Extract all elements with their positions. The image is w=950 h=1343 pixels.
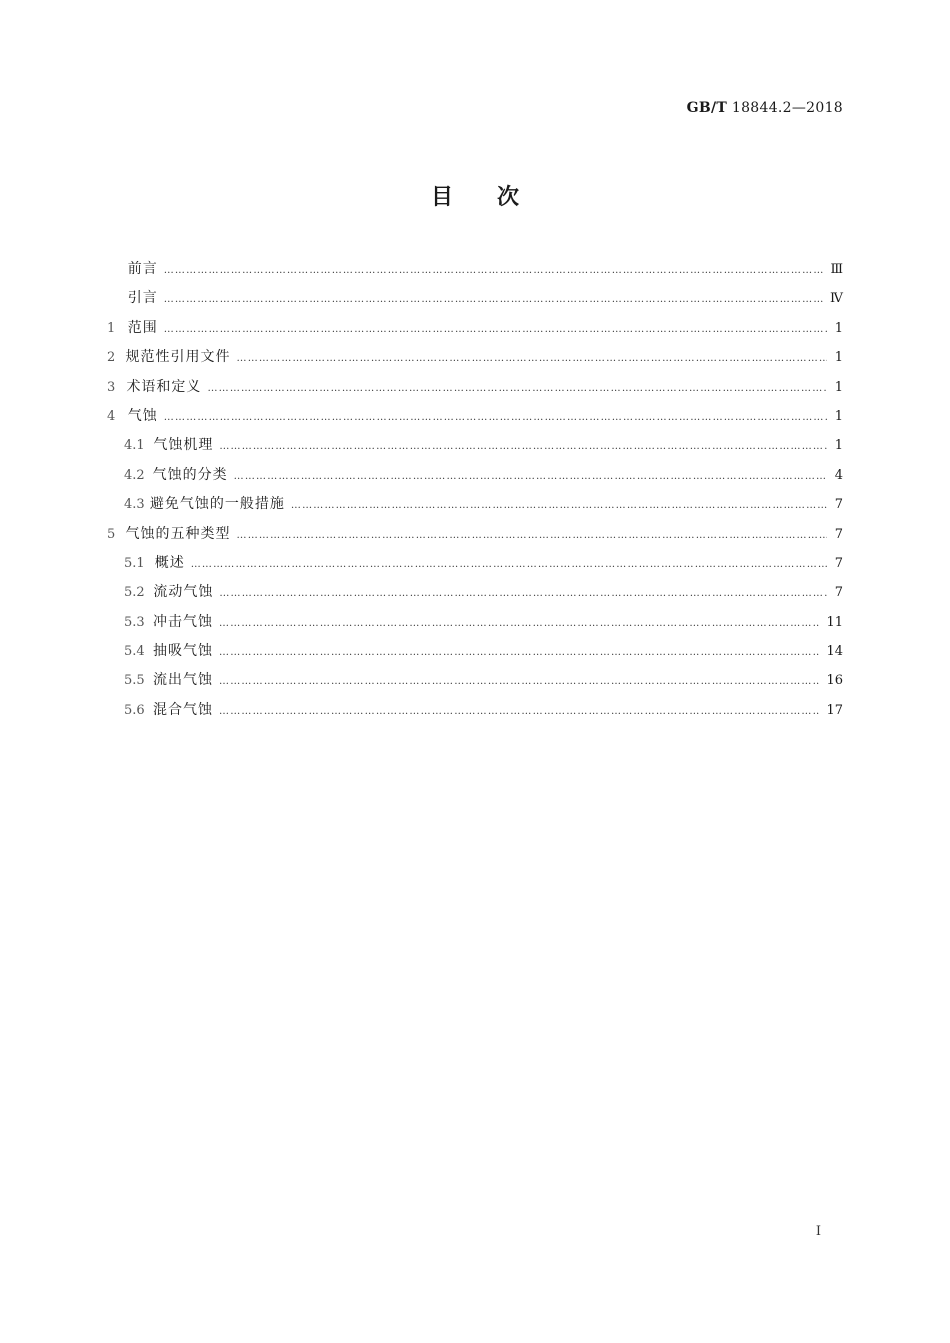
toc-entry[interactable] xyxy=(107,376,843,405)
toc-entry-label: 概述 xyxy=(154,554,185,571)
toc-entry-page: 14 xyxy=(826,644,843,660)
toc-leader-dots xyxy=(234,471,827,482)
toc-leader-dots xyxy=(164,294,824,305)
toc-entry-page: 7 xyxy=(834,526,843,542)
toc-entry-page: 1 xyxy=(834,438,843,454)
toc-leader-dots xyxy=(164,265,825,276)
toc-entry[interactable] xyxy=(107,287,843,316)
toc-entry-number: 5 xyxy=(107,526,116,542)
toc-entry[interactable] xyxy=(107,434,843,463)
toc-entry-page: 11 xyxy=(826,614,843,630)
toc-entry-page: Ⅳ xyxy=(830,291,843,307)
toc-entry-label: 气蚀机理 xyxy=(153,437,214,454)
toc-entry-number: 1 xyxy=(107,320,116,336)
toc-entry-number: 5.1 xyxy=(124,555,145,571)
toc-entry[interactable] xyxy=(107,493,843,522)
toc-leader-dots xyxy=(219,618,820,629)
toc-title: 目次 xyxy=(430,184,563,210)
toc-leader-dots xyxy=(164,412,827,423)
page-number: Ⅰ xyxy=(815,1224,821,1239)
toc-entry-number: 2 xyxy=(107,350,116,366)
toc-leader-dots xyxy=(219,588,827,599)
standard-prefix: GB/T xyxy=(686,100,728,116)
toc-entry-label: 冲击气蚀 xyxy=(153,613,214,630)
toc-leader-dots xyxy=(164,324,827,335)
toc-entry[interactable] xyxy=(107,581,843,610)
standard-number: 18844.2—2018 xyxy=(731,100,843,116)
standard-code xyxy=(687,100,843,116)
toc-entry[interactable] xyxy=(107,611,843,640)
toc-entry-page: 7 xyxy=(834,497,843,513)
toc-entry[interactable] xyxy=(107,640,843,669)
toc-entry-label: 气蚀的五种类型 xyxy=(125,525,231,542)
toc-entry[interactable] xyxy=(107,699,843,728)
toc-entry-page: 4 xyxy=(834,467,843,483)
toc-entry[interactable] xyxy=(107,552,843,581)
toc-entry[interactable] xyxy=(107,258,843,287)
table-of-contents xyxy=(107,258,843,728)
toc-entry-page: 7 xyxy=(834,555,843,571)
toc-leader-dots xyxy=(237,353,827,364)
toc-entry-label: 流动气蚀 xyxy=(153,584,214,601)
toc-entry-page: 1 xyxy=(834,320,843,336)
toc-entry[interactable] xyxy=(107,317,843,346)
toc-leader-dots xyxy=(219,706,820,717)
toc-entry-page: 17 xyxy=(826,702,843,718)
toc-entry-page: 16 xyxy=(826,673,843,689)
toc-entry-label: 混合气蚀 xyxy=(153,701,214,718)
toc-entry-page: 1 xyxy=(834,379,843,395)
toc-entry-number: 4.2 xyxy=(124,467,145,483)
toc-leader-dots xyxy=(237,530,827,541)
toc-entry-label: 范围 xyxy=(127,319,158,336)
toc-entry-page: Ⅲ xyxy=(830,262,843,277)
toc-entry-number: 4.1 xyxy=(124,438,145,454)
toc-entry-label: 抽吸气蚀 xyxy=(153,643,214,660)
toc-leader-dots xyxy=(191,559,827,570)
toc-entry[interactable] xyxy=(107,405,843,434)
toc-entry-label: 规范性引用文件 xyxy=(125,349,231,366)
toc-entry-page: 7 xyxy=(834,585,843,601)
toc-entry-label: 前言 xyxy=(127,261,158,277)
toc-leader-dots xyxy=(219,441,827,452)
toc-entry-number: 4 xyxy=(107,408,116,424)
toc-entry-label: 避免气蚀的一般措施 xyxy=(149,496,285,513)
toc-entry-number: 5.5 xyxy=(124,673,145,689)
toc-entry-page: 1 xyxy=(834,408,843,424)
toc-entry-label: 术语和定义 xyxy=(126,378,202,395)
toc-entry-number: 5.6 xyxy=(124,702,145,718)
toc-entry-label: 流出气蚀 xyxy=(153,672,214,689)
toc-entry[interactable] xyxy=(107,464,843,493)
toc-entry-number: 4.3 xyxy=(124,497,145,513)
toc-leader-dots xyxy=(219,647,820,658)
toc-entry[interactable] xyxy=(107,669,843,698)
toc-entry[interactable] xyxy=(107,523,843,552)
toc-entry-label: 气蚀的分类 xyxy=(152,466,228,483)
toc-leader-dots xyxy=(207,383,827,394)
toc-entry-page: 1 xyxy=(834,350,843,366)
toc-entry-number: 5.4 xyxy=(124,644,145,660)
toc-entry-label: 引言 xyxy=(127,290,158,307)
toc-entry-label: 气蚀 xyxy=(127,407,158,424)
toc-leader-dots xyxy=(219,676,820,687)
toc-entry-number: 5.2 xyxy=(124,585,145,601)
toc-entry-number: 3 xyxy=(107,379,116,395)
toc-entry-number: 5.3 xyxy=(124,614,145,630)
toc-entry[interactable] xyxy=(107,346,843,375)
toc-leader-dots xyxy=(291,500,827,511)
